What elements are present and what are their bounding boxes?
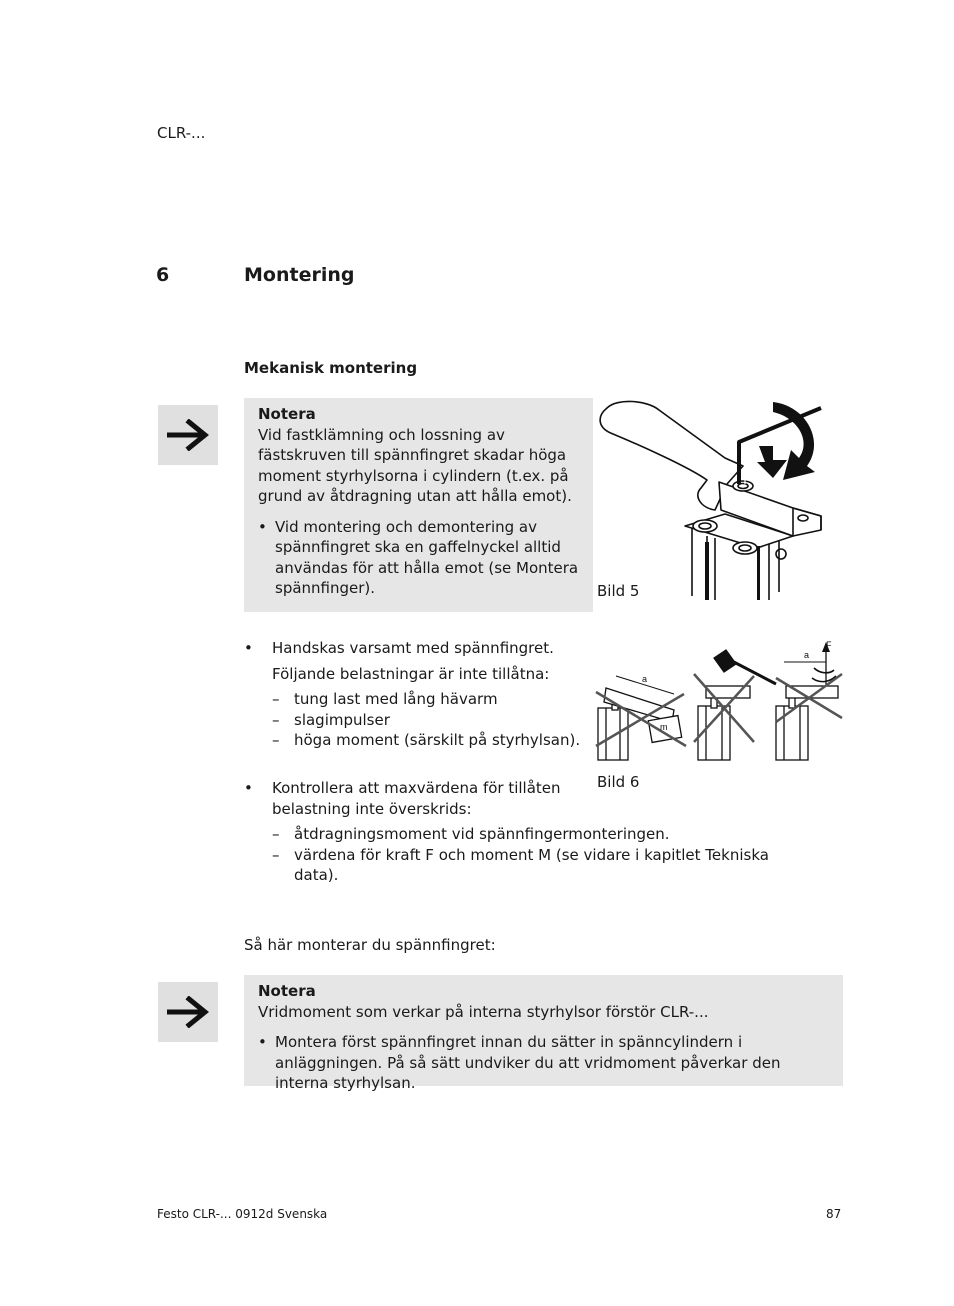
right-arrow-icon (167, 419, 209, 451)
howto-text: Så här monterar du spännfingret: (244, 936, 496, 954)
note-arrow-box (158, 405, 218, 465)
running-header: CLR-... (157, 124, 206, 142)
figure-5-caption: Bild 5 (597, 582, 640, 600)
figure-6-caption: Bild 6 (597, 773, 640, 791)
handling-list (244, 689, 584, 751)
handling-bullet-text: Handskas varsamt med spännfingret. (272, 639, 554, 657)
list-item: – åtdragningsmoment vid spännfingermonteringen. (272, 825, 670, 843)
limits-bullet (244, 778, 562, 819)
handling-block (244, 638, 584, 751)
fig6-label-a1: a (642, 674, 648, 684)
right-arrow-icon (167, 996, 209, 1028)
limits-block (244, 778, 804, 886)
note-bullets (258, 517, 579, 599)
limits-bullet-text: Kontrollera att maxvärdena för tillåten belastning inte överskrids: (272, 779, 561, 818)
note-bullet: • Vid montering och demontering av spännfingret ska en gaffelnyckel alltid användas för att hålla emot (se Montera spännfinger). (258, 517, 579, 599)
note-arrow-box (158, 982, 218, 1042)
note-text: Vridmoment som verkar på interna styrhylsor förstör CLR-... (258, 1002, 709, 1021)
fig6-label-f: F (826, 640, 832, 650)
chapter-number: 6 (156, 264, 170, 286)
handling-intro: Följande belastningar är inte tillåtna: (272, 664, 550, 683)
section-title: Mekanisk montering (244, 359, 418, 377)
note-title: Notera (258, 982, 316, 1000)
handling-bullet (244, 638, 584, 659)
fig6-label-m: m (660, 722, 668, 732)
note-text: Vid fastklämning och lossning av fästskruven till spännfingret skadar höga moment styrhylsorna i cylindern (t.ex. på grund av åtdragning utan att hålla emot). (258, 425, 572, 505)
list-item: – värdena för kraft F och moment M (se vidare i kapitlet Tekniska data). (272, 845, 769, 884)
note-title: Notera (258, 405, 316, 423)
footer-left: Festo CLR-... 0912d Svenska (157, 1207, 328, 1221)
bullet-marker: • (244, 779, 253, 797)
fig6-label-a2: a (804, 650, 810, 660)
note-box (244, 975, 843, 1092)
bullet-marker: • (244, 639, 253, 657)
list-item: – slagimpulser (272, 710, 390, 729)
note-bullet: • Montera först spännfingret innan du sätter in spänncylindern i anläggningen. På så sätt undviker du att vridmoment påverkar den interna styrhylsan. (258, 1032, 829, 1094)
note-box (244, 398, 593, 612)
limits-list (244, 824, 804, 886)
note-bullets (258, 1032, 829, 1094)
page-number: 87 (826, 1207, 842, 1221)
figure-6-load-illustration (594, 638, 846, 766)
figure-5-wrench-illustration (597, 396, 847, 602)
chapter-title: Montering (244, 264, 355, 286)
list-item: – tung last med lång hävarm (272, 690, 498, 708)
list-item: – höga moment (särskilt på styrhylsan). (272, 731, 581, 749)
